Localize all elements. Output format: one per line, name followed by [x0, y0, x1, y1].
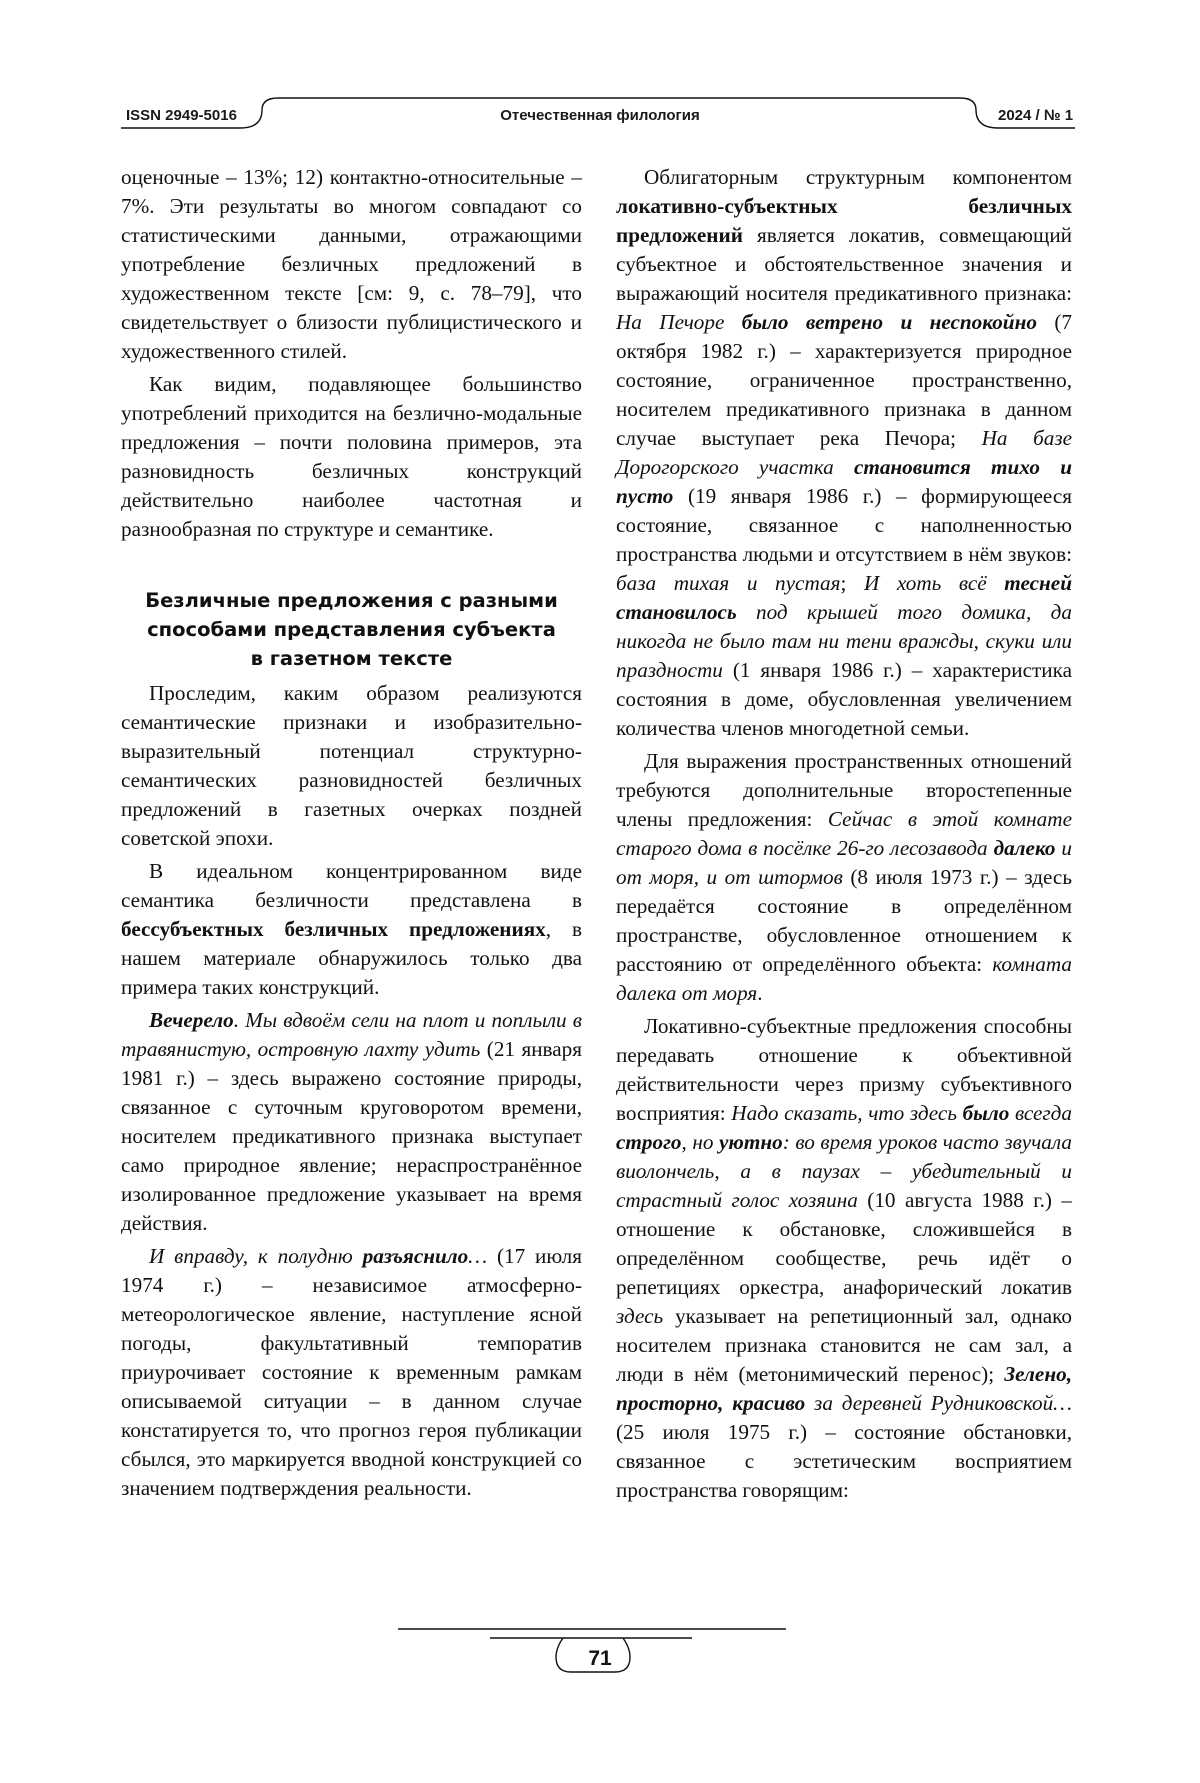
bold-italic-example: уютно [719, 1130, 783, 1154]
text-run: Облигаторным структурным компонентом [644, 165, 1072, 189]
bold-italic-example: тесней становилось [616, 571, 1072, 624]
section-heading-line-1: Безличные предложения с разными [145, 589, 558, 612]
text-run: ; [840, 571, 864, 595]
bold-term: бессубъектных безличных предложениях [121, 917, 546, 941]
right-paragraph-3 [616, 1012, 1072, 1505]
right-paragraph-2 [616, 747, 1072, 1008]
text-run: (8 июля 1973 г.) – здесь передаётся состояние в определённом пространстве, обусловленное отношением к расстоянию от определённого объекта: [616, 865, 1072, 976]
bold-italic-example: было ветрено и неспокойно [741, 310, 1037, 334]
header-issn: ISSN 2949-5016 [126, 107, 237, 124]
italic-example: . Мы вдвоём сели на плот и поплыли в травянистую, островную лахту удить [121, 1008, 582, 1061]
section-heading-line-3: в газетном тексте [250, 647, 453, 670]
section-heading [121, 586, 582, 673]
italic-example: На Печоре [616, 310, 742, 334]
text-run: (1 января 1986 г.) – характеристика состояния в доме, обусловленная увеличением количества членов многодетной семьи. [616, 658, 1072, 740]
left-paragraph-3: Проследим, каким образом реализуются семантические признаки и изобразительно-выразительный потенциал структурно-семантических разновидностей безличных предложений в газетных очерках поздней советской эпохи. [121, 681, 582, 850]
text-run: В идеальном концентрированном виде семантика безличности представлена в [121, 859, 582, 912]
bold-italic-example: строго [616, 1130, 682, 1154]
right-column [616, 163, 1072, 1505]
section-heading-line-2: способами представления субъекта [147, 618, 556, 641]
right-paragraph-1 [616, 163, 1072, 743]
text-run: (25 июля 1975 г.) – состояние обстановки, связанное с эстетическим восприятием пространства говорящим: [616, 1420, 1072, 1502]
italic-example: здесь [616, 1304, 664, 1328]
italic-example: комната далека от моря [616, 952, 1072, 1005]
italic-example: и от моря, и от штормов [616, 836, 1072, 889]
italic-example: Надо сказать, что здесь [731, 1101, 963, 1125]
bold-italic-example: становится тихо и пусто [616, 455, 1072, 508]
text-run: является локатив, совмещающий субъектное и обстоятельственное значения и выражающий носителя предикативного признака: [616, 223, 1072, 305]
italic-example: На базе Дорогорского участка [616, 426, 1072, 479]
text-run: (7 октября 1982 г.) – характеризуется природное состояние, ограниченное пространственно, носителем предикативного признака в данном случае выступает река Печора; [616, 310, 1072, 450]
bold-italic-example: разъяснило [362, 1244, 469, 1268]
page-number: 71 [588, 1647, 612, 1670]
italic-example: база тихая и пустая [616, 571, 841, 595]
text-run: (17 июля 1974 г.) – независимое атмосферно-метеорологическое явление, наступление ясной погоды, факультативный темпоратив приурочивает состояние к временным рамкам описываемой ситуации – в данном случае констатируется то, что прогноз героя публикации сбылся, это маркируется вводной конструкцией со значением подтверждения реальности. [121, 1244, 583, 1500]
italic-example: , но [681, 1130, 720, 1154]
bold-italic-example: Зелено, просторно, красиво [616, 1362, 1072, 1415]
italic-example: под крышей того домика, да никогда не было там ни тени вражды, скуки или праздности [616, 600, 1072, 682]
italic-example: всегда [1009, 1101, 1072, 1125]
text-run: . [757, 981, 763, 1005]
left-paragraph-1: оценочные – 13%; 12) контактно-относительные – 7%. Эти результаты во многом совпадают со статистическими данными, отражающими употребление безличных предложений в художественном тексте [см: 9, с. 78–79], что свидетельствует о близости публицистического и художественного стилей. [121, 165, 582, 363]
italic-example: : во время уроков часто звучала виолончель, а в паузах – убедительный и страстный голос хозяина [616, 1130, 1072, 1212]
text-run: (19 января 1986 г.) – формирующееся состояние, связанное с наполненностью пространства людьми и отсутствием в нём звуков: [616, 484, 1072, 566]
left-paragraph-6 [121, 1242, 582, 1503]
left-paragraph-4 [121, 857, 582, 1002]
header-issue: 2024 / № 1 [998, 107, 1074, 124]
left-column [121, 163, 582, 1503]
text-run: (10 августа 1988 г.) – отношение к обстановке, сложившейся в определённом сообществе, речь идёт о репетициях оркестра, анафорический локатив [616, 1188, 1072, 1299]
italic-example: И хоть всё [863, 571, 1005, 595]
bold-italic-example: Вечерело [149, 1008, 234, 1032]
left-paragraph-2: Как видим, подавляющее большинство употреблений приходится на безлично-модальные предложения – почти половина примеров, эта разновидность безличных конструкций действительно наиболее частотная и разнообразная по структуре и семантике. [121, 372, 582, 541]
italic-example: И вправду, к полудню [149, 1244, 363, 1268]
italic-example: за деревней Рудниковской… [805, 1391, 1073, 1415]
text-run: Локативно-субъектные предложения способны передавать отношение к объективной действительности через призму субъективного восприятия: [616, 1014, 1072, 1125]
italic-example: Сейчас в этой комнате старого дома в посёлке 26-го лесозавода [616, 807, 1072, 860]
text-run: , в нашем материале обнаружилось только два примера таких конструкций. [121, 917, 582, 999]
bold-italic-example: было [962, 1101, 1010, 1125]
text-run: (21 января 1981 г.) – здесь выражено состояние природы, связанное с суточным круговоротом времени, носителем предикативного признака выступает само природное явление; нераспространённое изолированное предложение указывает на время действия. [121, 1037, 583, 1235]
text-run: указывает на репетиционный зал, однако носителем признака становится не сам зал, а люди в нём (метонимический перенос); [616, 1304, 1072, 1386]
italic-example: … [468, 1244, 488, 1268]
header-journal-title: Отечественная филология [500, 107, 700, 124]
bold-italic-example: далеко [993, 836, 1056, 860]
bold-term: локативно-субъектных безличных предложений [616, 194, 1072, 247]
left-paragraph-5 [121, 1006, 582, 1238]
text-run: Для выражения пространственных отношений требуются дополнительные второстепенные члены предложения: [616, 749, 1072, 831]
